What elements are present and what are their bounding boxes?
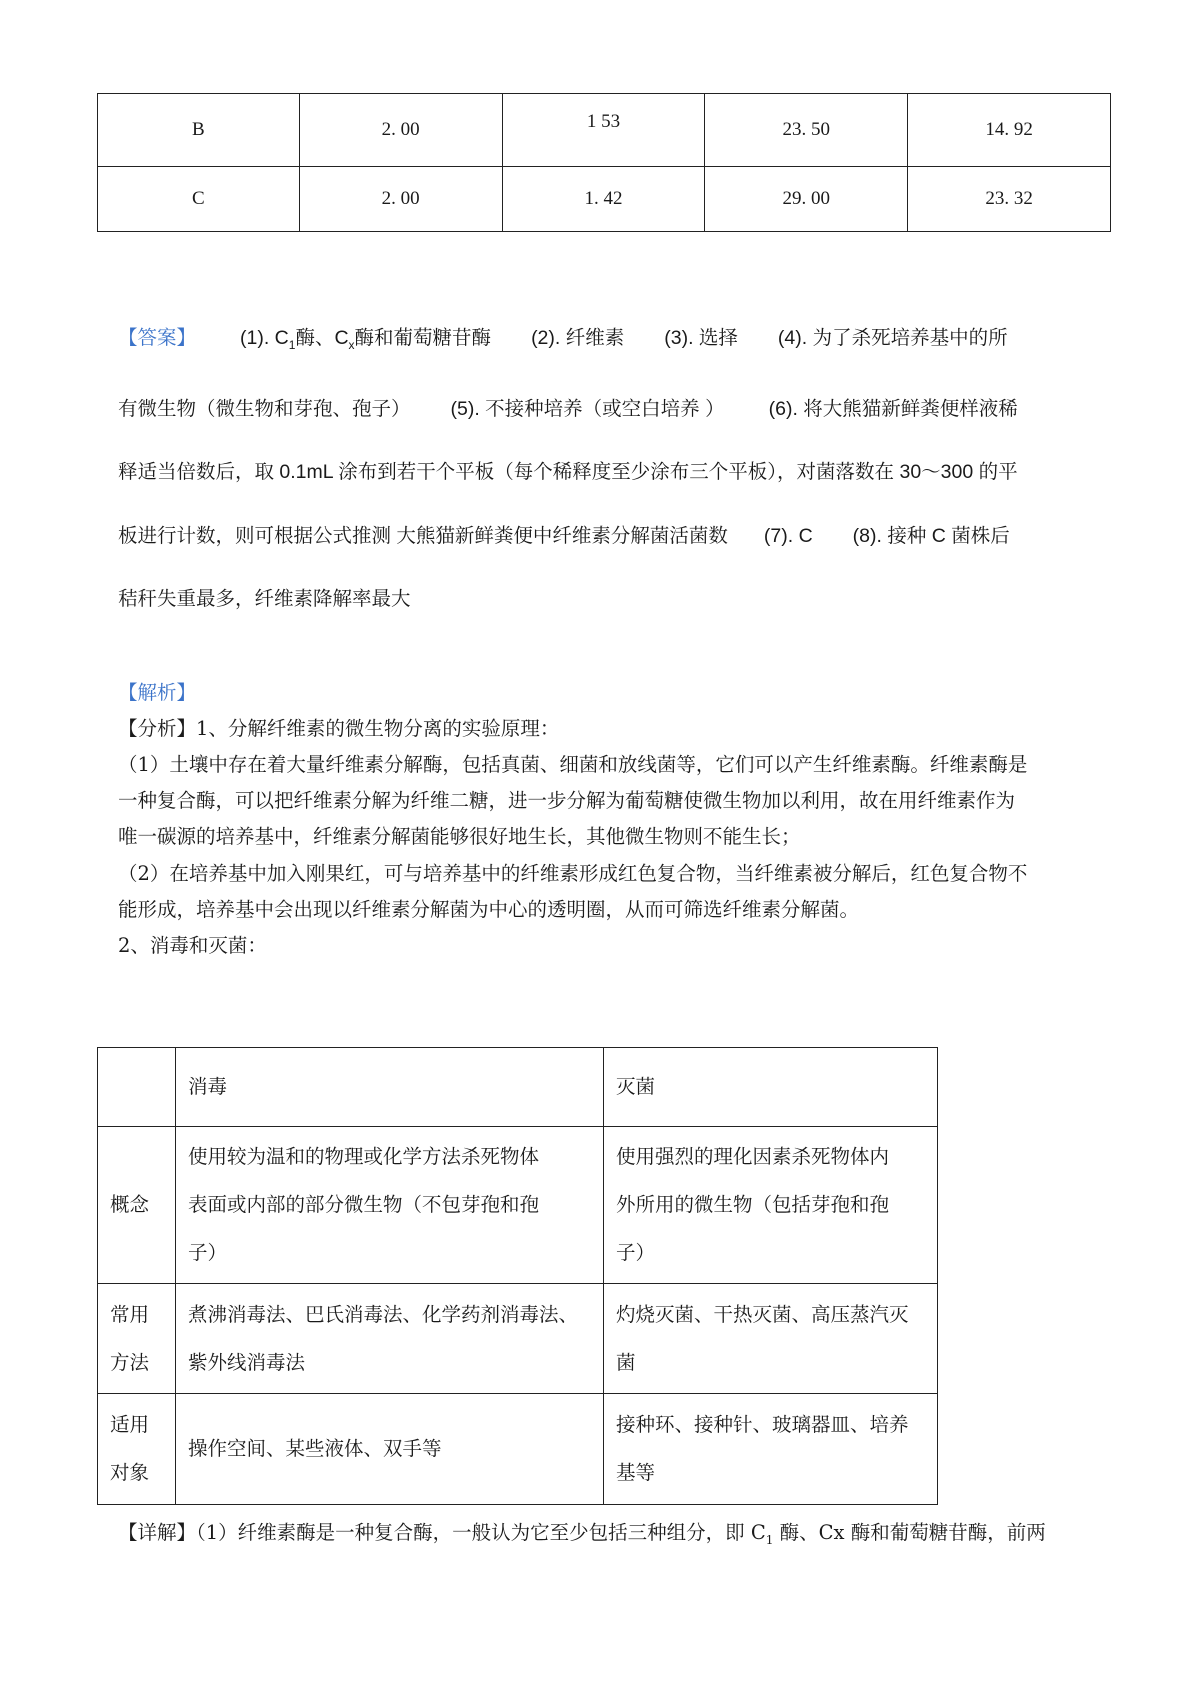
row-label: 常用 方法 [98, 1284, 176, 1394]
answer-item: 有微生物（微生物和芽孢、孢子） [118, 397, 411, 420]
table-cell: B [98, 94, 300, 167]
answer-line: 秸秆失重最多，纤维素降解率最大 [118, 587, 411, 610]
table-cell: 使用强烈的理化因素杀死物体内 外所用的微生物（包括芽孢和孢 子） [604, 1127, 938, 1284]
analysis-section [118, 675, 1108, 964]
data-table-continued [97, 93, 1111, 232]
table-cell: 29. 00 [705, 167, 908, 232]
row-label: 概念 [98, 1127, 176, 1284]
analysis-line: 一种复合酶，可以把纤维素分解为纤维二糖，进一步分解为葡萄糖使微生物加以利用，故在用纤维素作为 [118, 789, 1016, 812]
table-cell: 灼烧灭菌、干热灭菌、高压蒸汽灭 菌 [604, 1284, 938, 1394]
table-row [98, 1284, 938, 1394]
table-cell: 操作空间、某些液体、双手等 [176, 1394, 604, 1505]
analysis-line: 能形成，培养基中会出现以纤维素分解菌为中心的透明圈，从而可筛选纤维素分解菌。 [118, 898, 860, 921]
table-cell-text: 1 53 [586, 111, 621, 132]
table-cell: 14. 92 [908, 94, 1111, 167]
answer-item: (4). 为了杀死培养基中的所 [777, 327, 1008, 349]
answer-section [118, 306, 1108, 631]
table-header-cell: 消毒 [176, 1048, 604, 1127]
answer-item: (5). 不接种培养（或空白培养 ） [450, 397, 725, 420]
table-cell: 煮沸消毒法、巴氏消毒法、化学药剂消毒法、 紫外线消毒法 [176, 1284, 604, 1394]
table-row [98, 167, 1111, 232]
answer-item: (3). 选择 [664, 327, 738, 349]
table-cell: C [98, 167, 300, 232]
answer-item: (7). C [763, 524, 813, 547]
table-cell: 接种环、接种针、玻璃器皿、培养 基等 [604, 1394, 938, 1505]
analysis-line: 【分析】1、分解纤维素的微生物分离的实验原理： [118, 717, 560, 740]
table-cell: 2. 00 [299, 94, 502, 167]
table-row [98, 94, 1111, 167]
table-cell: 2. 00 [299, 167, 502, 232]
table-header-row [98, 1048, 938, 1127]
table-header-cell [98, 1048, 176, 1127]
table-cell: 23. 32 [908, 167, 1111, 232]
analysis-line: 2、消毒和灭菌： [118, 934, 267, 957]
answer-item: (6). 将大熊猫新鲜粪便样液稀 [768, 397, 1018, 420]
analysis-tag: 【解析】 [118, 681, 197, 704]
detail-line: 【详解】（1）纤维素酶是一种复合酶，一般认为它至少包括三种组分，即 $C_1$ 酶、Cx 酶和葡萄糖苷酶，前两 [118, 1521, 1046, 1547]
answer-item: (2). 纤维素 [531, 327, 625, 349]
table-cell: 使用较为温和的物理或化学方法杀死物体 表面或内部的部分微生物（不包芽孢和孢 子） [176, 1127, 604, 1284]
answer-item: 板进行计数，则可根据公式推测 大熊猫新鲜粪便中纤维素分解菌活菌数 [118, 524, 728, 547]
analysis-line: （1）土壤中存在着大量纤维素分解酶，包括真菌、细菌和放线菌等，它们可以产生纤维素酶。纤维素酶是 [118, 753, 1028, 776]
compare-table [97, 1047, 938, 1505]
analysis-line: （2）在培养基中加入刚果红，可与培养基中的纤维素形成红色复合物，当纤维素被分解后，红色复合物不 [118, 862, 1028, 885]
table-cell: 23. 50 [705, 94, 908, 167]
table-cell [502, 94, 705, 167]
answer-tag: 【答案】 [118, 326, 197, 349]
answer-line [118, 377, 1108, 441]
answer-item: (8). 接种 C 菌株后 [852, 524, 1010, 547]
row-label: 适用 对象 [98, 1394, 176, 1505]
table-row [98, 1127, 938, 1284]
answer-line [118, 306, 1108, 377]
answer-line [118, 504, 1108, 568]
answer-item: (1). $C_1$酶、$C_x$酶和葡萄糖苷酶 [240, 327, 492, 352]
answer-line: 释适当倍数后，取 0.1mL 涂布到若干个平板（每个稀释度至少涂布三个平板），对菌落数在 30～300 的平 [118, 460, 1018, 483]
analysis-line: 唯一碳源的培养基中，纤维素分解菌能够很好地生长，其他微生物则不能生长； [118, 825, 801, 848]
table-row [98, 1394, 938, 1505]
table-header-cell: 灭菌 [604, 1048, 938, 1127]
table-cell: 1. 42 [502, 167, 705, 232]
